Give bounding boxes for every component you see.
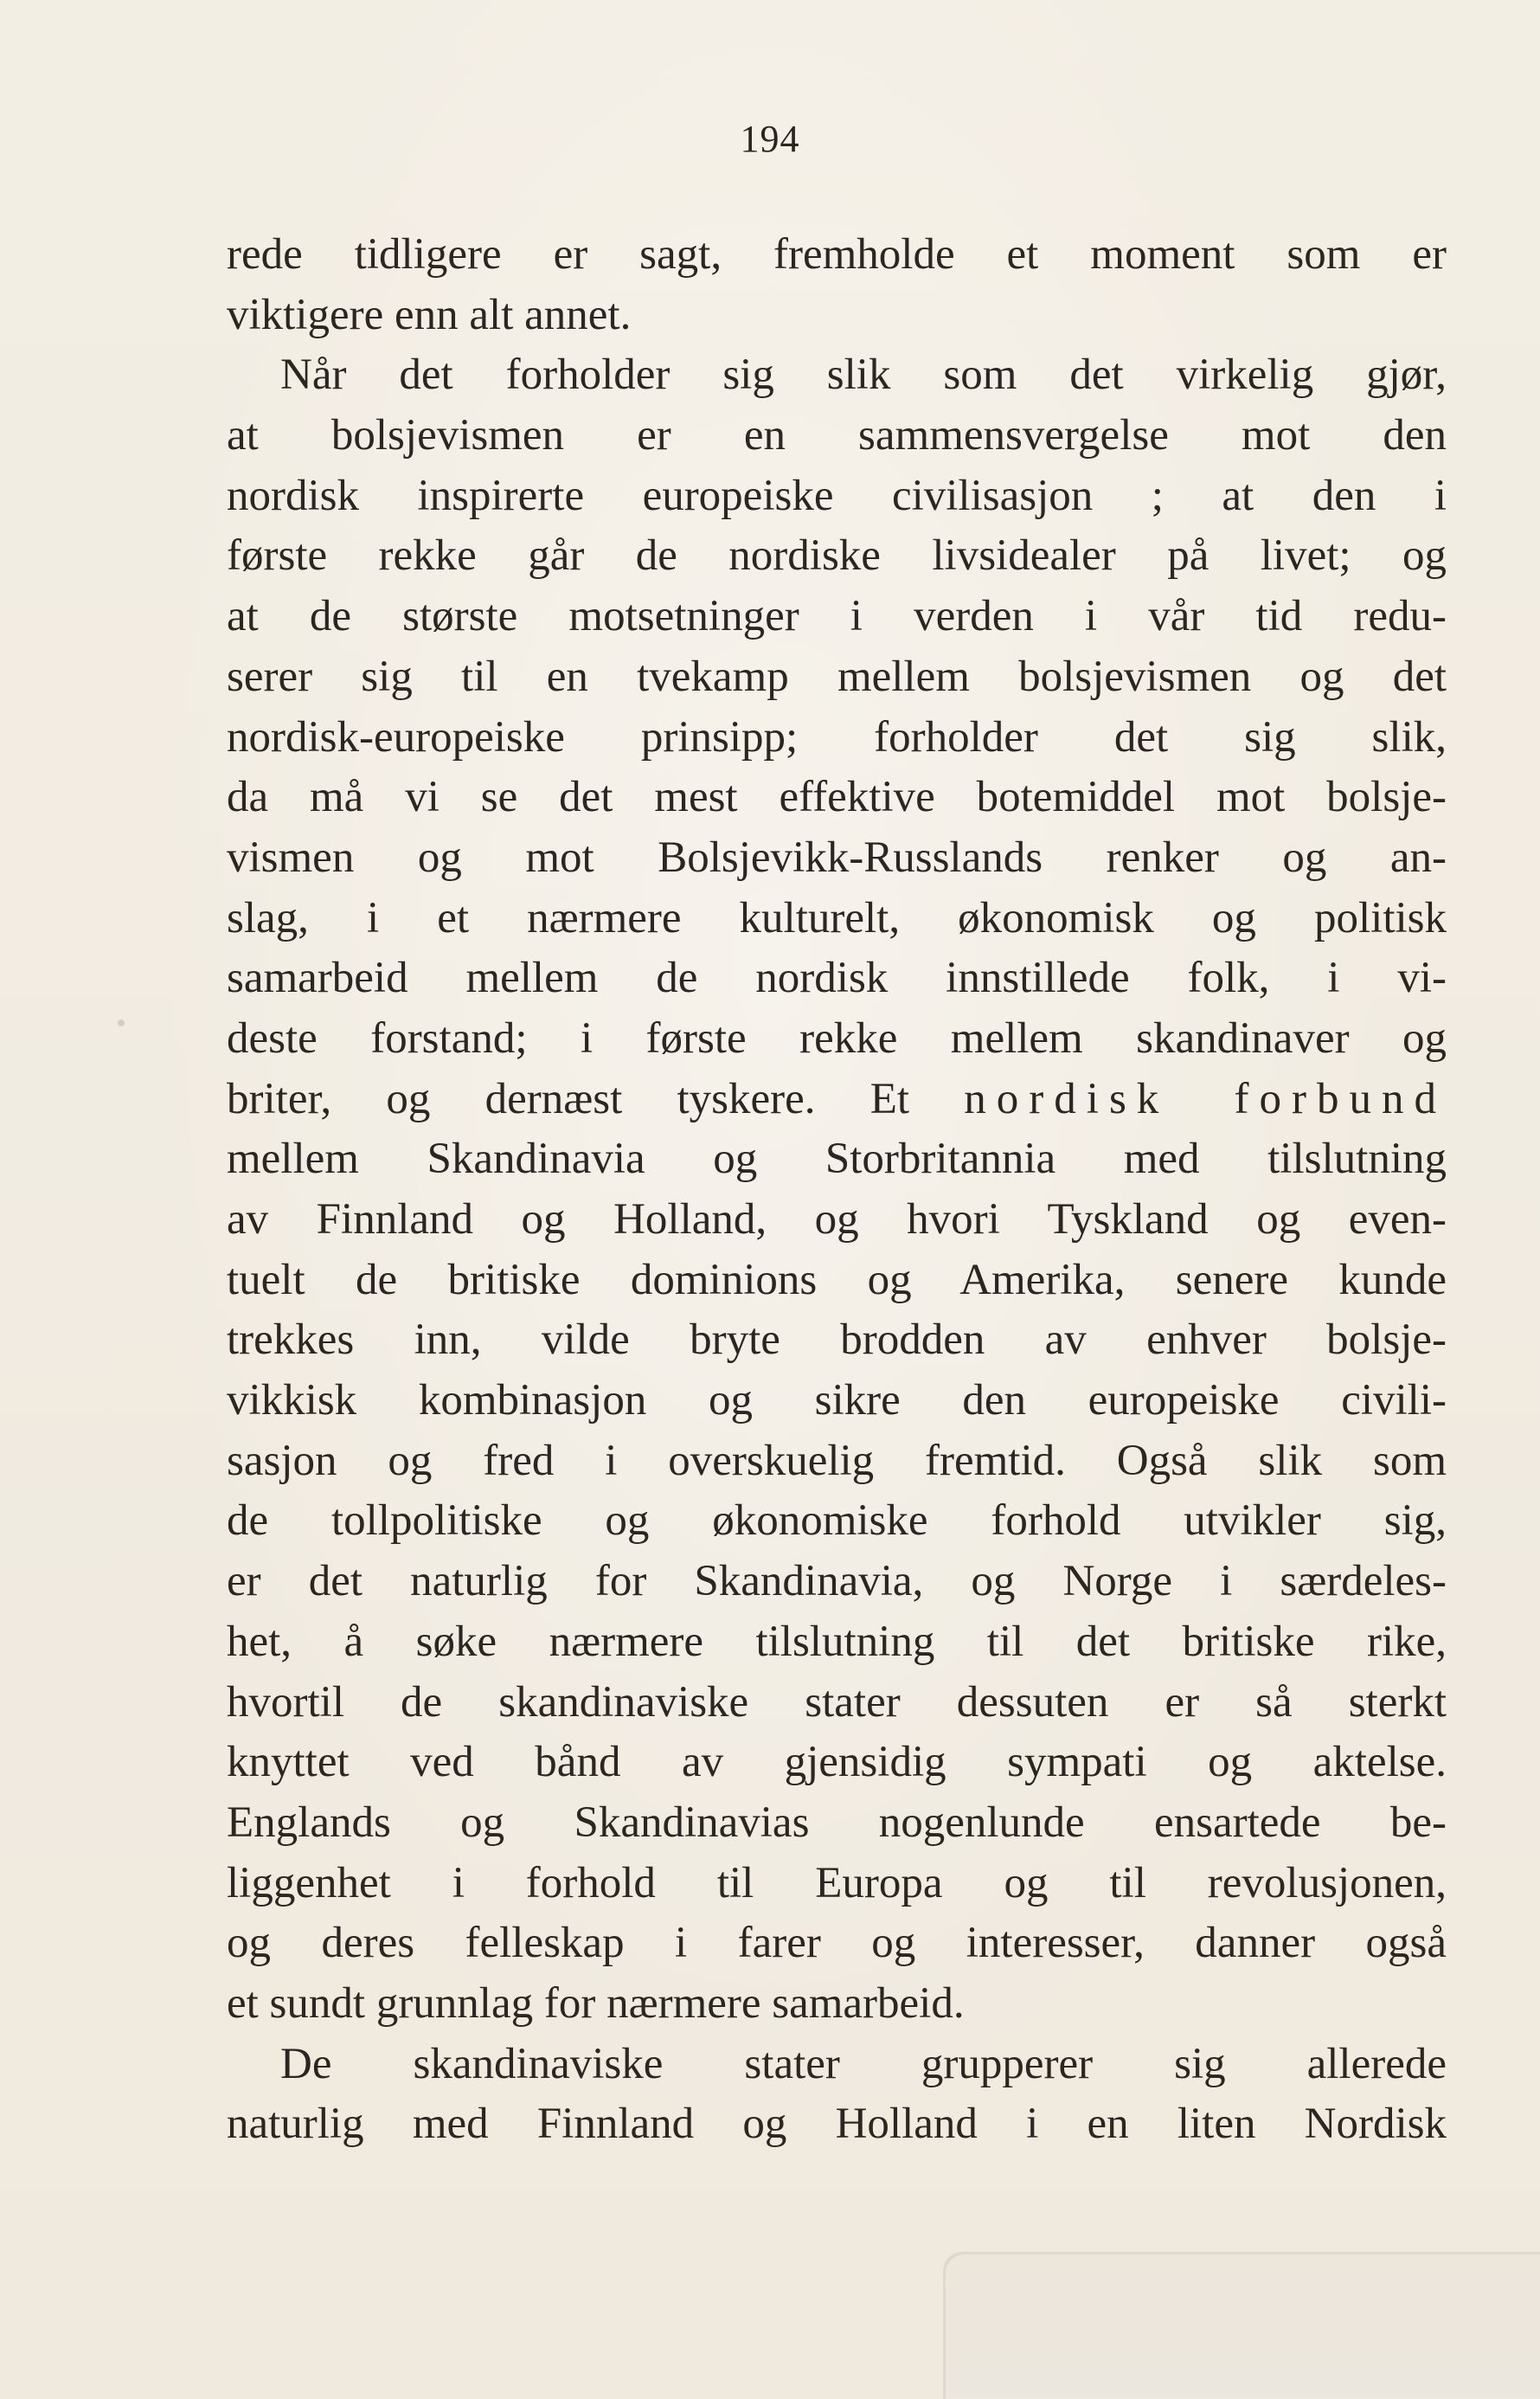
text-line-11: vismen og mot Bolsjevikk-Russlands renker og an-	[227, 833, 1447, 882]
text-line-15-start: briter, og dernæst tyskere. Et	[227, 1074, 965, 1123]
text-line-1: rede tidligere er sagt, fremholde et moment som er	[227, 230, 1447, 279]
paper-speck	[118, 1019, 125, 1026]
text-line-28: liggenhet i forhold til Europa og til revolusjonen,	[227, 1858, 1447, 1907]
text-line-2: viktigere enn alt annet.	[227, 290, 632, 339]
text-line-30: et sundt grunnlag for nærmere samarbeid.	[227, 1978, 965, 2028]
text-line-3: Når det forholder sig slik som det virkelig gjør,	[280, 351, 1447, 400]
text-line-20: vikkisk kombinasjon og sikre den europeiske civili-	[227, 1376, 1447, 1425]
text-line-7: at de største motsetninger i verden i vår tid redu-	[227, 592, 1447, 641]
text-line-19: trekkes inn, vilde bryte brodden av enhver bolsje-	[227, 1315, 1447, 1365]
text-line-32: naturlig med Finnland og Holland i en liten Nordisk	[227, 2100, 1447, 2149]
paper-corner-stain	[943, 2252, 1540, 2399]
text-line-17: av Finnland og Holland, og hvori Tyskland og even-	[227, 1195, 1447, 1244]
text-line-13: samarbeid mellem de nordisk innstillede folk, i vi-	[227, 954, 1447, 1003]
text-line-4: at bolsjevismen er en sammensvergelse mot den	[227, 411, 1447, 460]
text-line-6: første rekke går de nordiske livsidealer på livet; og	[227, 531, 1447, 581]
text-line-25: hvortil de skandinaviske stater dessuten er så sterkt	[227, 1677, 1447, 1727]
text-line-23: er det naturlig for Skandinavia, og Norge i særdeles-	[227, 1557, 1447, 1606]
text-line-18: tuelt de britiske dominions og Amerika, senere kunde	[227, 1255, 1447, 1304]
text-line-21: sasjon og fred i overskuelig fremtid. Også slik som	[227, 1436, 1447, 1485]
text-line-14: deste forstand; i første rekke mellem skandinaver og	[227, 1013, 1447, 1063]
text-line-16: mellem Skandinavia og Storbritannia med tilslutning	[227, 1135, 1447, 1184]
text-line-9: nordisk-europeiske prinsipp; forholder det sig slik,	[227, 712, 1447, 762]
text-line-26: knyttet ved bånd av gjensidig sympati og aktelse.	[227, 1738, 1447, 1787]
text-line-5: nordisk inspirerte europeiske civilisasjon ; at den i	[227, 471, 1447, 520]
text-line-8: serer sig til en tvekamp mellem bolsjevismen og det	[227, 652, 1447, 701]
body-text	[227, 225, 1447, 2155]
text-line-22: de tollpolitiske og økonomiske forhold utvikler sig,	[227, 1496, 1447, 1546]
text-line-29: og deres felleskap i farer og interesser, danner også	[227, 1919, 1447, 1968]
text-line-24: het, å søke nærmere tilslutning til det britiske rike,	[227, 1617, 1447, 1666]
page-number: 194	[740, 118, 800, 160]
text-line-12: slag, i et nærmere kulturelt, økonomisk og politisk	[227, 893, 1447, 942]
spaced-emphasis: nordisk forbund	[964, 1074, 1447, 1123]
text-line-31: De skandinaviske stater grupperer sig allerede	[280, 2039, 1447, 2088]
text-line-15	[227, 1070, 1447, 1130]
text-line-27: Englands og Skandinavias nogenlunde ensartede be-	[227, 1798, 1447, 1847]
text-line-10: da må vi se det mest effektive botemiddel mot bolsje-	[227, 773, 1447, 822]
